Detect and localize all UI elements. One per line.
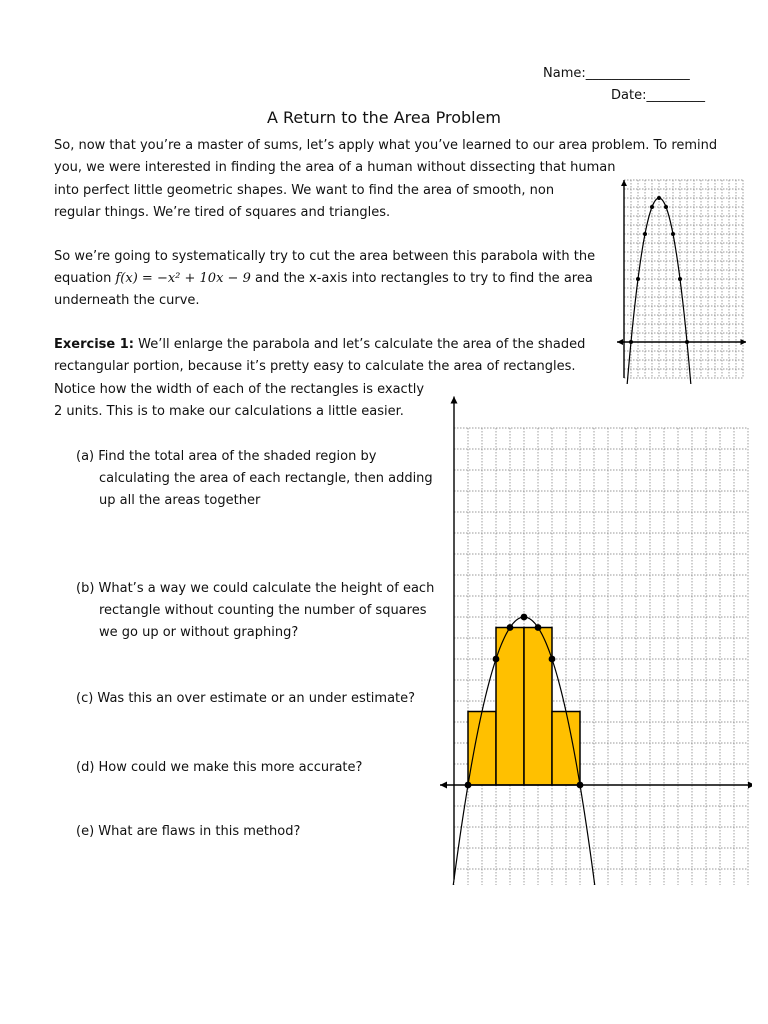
intro-line-3: into perfect little geometric shapes. We want to find the area of smooth, non xyxy=(54,183,555,198)
intro-line-2: you, we were interested in finding the area of a human without dissecting that human xyxy=(54,160,616,175)
parabola-point xyxy=(671,232,675,236)
small-parabola-graph xyxy=(612,178,746,384)
parabola-point xyxy=(465,782,472,789)
para2-post: and the x-axis into rectangles to try to find the area xyxy=(250,271,593,286)
question-a-line-1: (a) Find the total area of the shaded region by xyxy=(76,449,377,464)
shaded-rectangle xyxy=(524,628,552,786)
parabola-point xyxy=(521,614,528,621)
question-a-line-3: up all the areas together xyxy=(99,493,261,508)
shaded-rectangle xyxy=(552,712,580,786)
question-b-line-1: (b) What’s a way we could calculate the height of each xyxy=(76,581,435,596)
question-b-line-2: rectangle without counting the number of squares xyxy=(99,603,427,618)
para2-line-3: underneath the curve. xyxy=(54,293,200,308)
parabola-point xyxy=(636,277,640,281)
parabola-point xyxy=(535,624,542,631)
shaded-rectangle xyxy=(496,628,524,786)
exercise-label: Exercise 1: xyxy=(54,337,134,352)
parabola-point xyxy=(629,340,633,344)
question-e: (e) What are flaws in this method? xyxy=(76,824,301,839)
x-axis-arrow-left-icon xyxy=(617,339,623,345)
parabola-point xyxy=(577,782,584,789)
question-a-line-2: calculating the area of each rectangle, then adding xyxy=(99,471,433,486)
intro-line-4: regular things. We’re tired of squares and triangles. xyxy=(54,205,391,220)
exercise-line-3: Notice how the width of each of the rectangles is exactly xyxy=(54,382,425,397)
para2-pre: equation xyxy=(54,271,116,286)
exercise-line-2: rectangular portion, because it’s pretty easy to calculate the area of rectangles. xyxy=(54,359,576,374)
name-field[interactable]: Name:________________ xyxy=(543,66,690,81)
parabola-point xyxy=(650,205,654,209)
x-axis-arrow-left-icon xyxy=(440,782,447,789)
equation: f(x) = −x² + 10x − 9 xyxy=(115,271,251,286)
parabola-point xyxy=(685,340,689,344)
parabola-point xyxy=(493,656,500,663)
shaded-rectangle xyxy=(468,712,496,786)
parabola-point xyxy=(643,232,647,236)
parabola-point xyxy=(657,196,661,200)
exercise-line-1 xyxy=(54,334,585,356)
intro-line-1: So, now that you’re a master of sums, let’s apply what you’ve learned to our area problem. To remind xyxy=(54,138,718,153)
para2-line-2 xyxy=(54,268,593,290)
question-d: (d) How could we make this more accurate? xyxy=(76,760,363,775)
question-c: (c) Was this an over estimate or an under estimate? xyxy=(76,691,416,706)
parabola-point xyxy=(507,624,514,631)
page-title: A Return to the Area Problem xyxy=(266,108,502,127)
date-field[interactable]: Date:_________ xyxy=(611,88,705,103)
exercise-line-4: 2 units. This is to make our calculations a little easier. xyxy=(54,404,404,419)
large-parabola-graph xyxy=(440,395,752,885)
x-axis-arrow-right-icon xyxy=(748,782,752,789)
y-axis-arrow-up-icon xyxy=(621,180,627,186)
exercise-text: We’ll enlarge the parabola and let’s calculate the area of the shaded xyxy=(133,337,586,352)
parabola-point xyxy=(678,277,682,281)
para2-line-1: So we’re going to systematically try to cut the area between this parabola with the xyxy=(54,249,596,264)
parabola-point xyxy=(549,656,556,663)
parabola-point xyxy=(664,205,668,209)
question-b-line-3: we go up or without graphing? xyxy=(99,625,299,640)
y-axis-arrow-up-icon xyxy=(451,397,458,404)
